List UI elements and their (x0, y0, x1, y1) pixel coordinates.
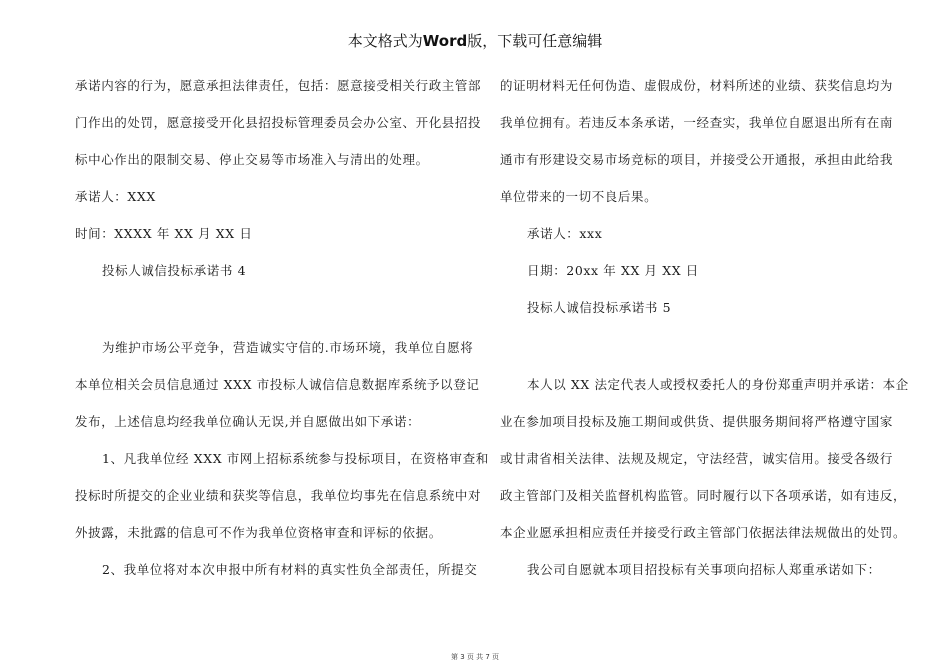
left-line-12: 外披露，未批露的信息可不作为我单位资格审查和评标的依据。 (75, 525, 442, 540)
left-line-7: 为维护市场公平竞争，营造诚实守信的.市场环境，我单位自愿将 (102, 340, 474, 355)
left-line-6: 投标人诚信投标承诺书 4 (102, 263, 247, 278)
document-header (0, 30, 950, 51)
left-line-5: 时间：XXXX 年 XX 月 XX 日 (75, 226, 253, 241)
header-title-suffix: 版，下载可任意编辑 (467, 32, 603, 50)
right-line-1: 的证明材料无任何伪造、虚假成份，材料所述的业绩、获奖信息均为 (500, 78, 894, 93)
right-line-13: 我公司自愿就本项目招投标有关事项向招标人郑重承诺如下： (527, 562, 881, 577)
header-title-prefix: 本文格式为 (347, 32, 423, 50)
page-footer: 第 3 页 共 7 页 (450, 653, 500, 661)
right-line-9: 业在参加项目投标及施工期间或供货、提供服务期间将严格遵守国家 (500, 414, 894, 429)
right-line-3: 通市有形建设交易市场竞标的项目，并接受公开通报，承担由此给我 (500, 152, 894, 167)
right-line-4: 单位带来的一切不良后果。 (500, 189, 658, 204)
right-line-12: 本企业愿承担相应责任并接受行政主管部门依据法律法规做出的处罚。 (500, 525, 907, 540)
right-line-7: 投标人诚信投标承诺书 5 (527, 300, 672, 315)
right-line-2: 我单位拥有。若违反本条承诺，一经查实，我单位自愿退出所有在南 (500, 115, 894, 130)
left-line-9: 发布，上述信息均经我单位确认无误,并自愿做出如下承诺： (75, 414, 421, 429)
left-line-13: 2、我单位将对本次申报中所有材料的真实性负全部责任，所提交 (102, 562, 478, 577)
left-line-2: 门作出的处罚，愿意接受开化县招投标管理委员会办公室、开化县招投 (75, 115, 482, 130)
left-line-3: 标中心作出的限制交易、停止交易等市场准入与清出的处理。 (75, 152, 429, 167)
header-title-bold: Word (422, 32, 468, 50)
left-line-11: 投标时所提交的企业业绩和获奖等信息，我单位均事先在信息系统中对 (75, 488, 482, 503)
right-line-11: 政主管部门及相关监督机构监管。同时履行以下各项承诺，如有违反， (500, 488, 907, 503)
right-line-8: 本人以 XX 法定代表人或授权委托人的身份郑重声明并承诺：本企 (527, 377, 909, 392)
left-line-1: 承诺内容的行为，愿意承担法律责任，包括：愿意接受相关行政主管部 (75, 78, 482, 93)
left-line-4: 承诺人：XXX (75, 189, 156, 204)
right-line-10: 或甘肃省相关法律、法规及规定，守法经营，诚实信用。接受各级行 (500, 451, 894, 466)
right-line-5: 承诺人：xxx (527, 226, 603, 241)
left-line-10: 1、凡我单位经 XXX 市网上招标系统参与投标项目，在资格审查和 (102, 451, 489, 466)
left-line-8: 本单位相关会员信息通过 XXX 市投标人诚信信息数据库系统予以登记 (75, 377, 480, 392)
right-line-6: 日期：20xx 年 XX 月 XX 日 (527, 263, 699, 278)
